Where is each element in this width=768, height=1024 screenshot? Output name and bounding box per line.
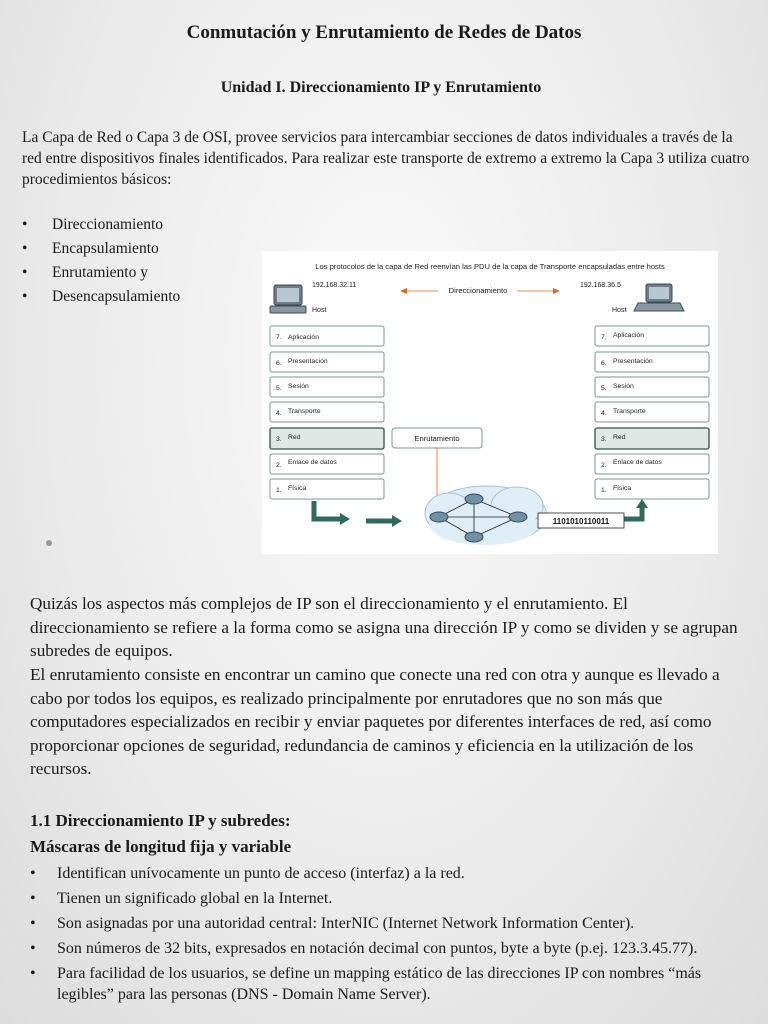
ip-properties-list [30,863,750,1009]
list-item [22,264,180,288]
layer-label: Aplicación [288,334,319,341]
layer-label: 4. [601,410,607,417]
layer-label: 3. [276,436,282,443]
layer-label: Enlace de datos [288,459,337,466]
layer-label: 3. [601,436,607,443]
layer-label: Presentación [288,358,328,365]
layer-label: Red [613,434,626,441]
bullet-icon: • [30,865,36,882]
routing-paragraph: El enrutamiento consiste en encontrar un camino que conecte una red con otra y aunque es llevado a cabo por todos los equipos, es realizado principalmente por enrutadores que no son más que computadores especializados en recibir y enviar paquetes por diferentes interfaces de red, así como proporcionar opciones de seguridad, redundancia de caminos y eficiencia en la utilización de los recursos. [30,665,720,778]
layer-label: 1. [276,487,282,494]
layer-label: Transporte [288,408,321,415]
list-item [30,963,750,1005]
layer-label: 5. [276,385,282,392]
layer-label: 7. [276,334,282,341]
layer-label: Transporte [613,408,646,415]
bullet-icon: • [30,940,36,957]
procedure-label: Enrutamiento y [52,264,148,281]
layer-label: Enlace de datos [613,459,662,466]
layer-label: 2. [276,462,282,469]
layer-label: Sesión [613,383,634,390]
layer-label: 6. [276,360,282,367]
bullet-icon: • [22,264,28,281]
list-item-text: Para facilidad de los usuarios, se define un mapping estático de las direcciones IP con nombres “más legibles” para las personas (DNS - Domain Name Server). [57,965,702,1003]
left-ip-label: 192.168.32.11 [312,282,357,289]
bits-label: 1101010110011 [552,517,610,526]
section-heading: 1.1 Direccionamiento IP y subredes: [30,811,291,830]
list-item [22,240,180,264]
layer-label: 2. [601,462,607,469]
left-osi-stack [270,326,384,499]
unit-subtitle: Unidad I. Direccionamiento IP y Enrutamiento [220,79,542,96]
page-title: Conmutación y Enrutamiento de Redes de Datos [186,22,582,43]
layer-label: Red [288,434,301,441]
layer-label: Presentación [613,358,653,365]
bullet-icon: • [30,890,36,907]
layer-label: 4. [276,410,282,417]
list-item [30,888,750,909]
right-host-label: Host [612,307,627,314]
layer-label: Física [288,485,307,492]
list-item [30,938,750,959]
list-item-text: Identifican unívocamente un punto de acceso (interfaz) a la red. [57,865,465,882]
layer-label: 5. [601,385,607,392]
diagram-caption: Los protocolos de la capa de Red reenvían las PDU de la capa de Transporte encapsuladas entre hosts [315,262,665,271]
section-subheading: Máscaras de longitud fija y variable [30,837,292,856]
right-host-laptop-icon [634,284,684,311]
list-item [22,216,180,240]
bullet-icon: • [22,216,28,233]
network-cloud-icon [425,486,547,545]
right-ip-label: 192.168.36.5 [580,282,621,289]
layer-label: 1. [601,487,607,494]
addressing-label: Direccionamiento [448,286,508,295]
osi-diagram [262,251,718,554]
bullet-icon: • [30,965,36,982]
bullet-icon: • [30,915,36,932]
layer-label: Sesión [288,383,309,390]
list-item [22,288,180,312]
layer-label: Física [613,485,632,492]
list-item-text: Son números de 32 bits, expresados en notación decimal con puntos, byte a byte (p.ej. 123.3.45.77). [57,940,698,957]
routing-label: Enrutamiento [414,434,460,443]
left-host-label: Host [312,307,327,314]
addressing-paragraph: Quizás los aspectos más complejos de IP son el direccionamiento y el enrutamiento. El direccionamiento se refiere a la forma como se asigna una dirección IP y como se dividen y se agrupan subredes de equipos. [30,594,738,660]
right-osi-stack [595,326,709,499]
layer-label: Aplicación [613,332,644,339]
layer-label: 6. [601,360,607,367]
intro-paragraph: La Capa de Red o Capa 3 de OSI, provee servicios para intercambiar secciones de datos individuales a través de la red entre dispositivos finales identificados. Para realizar este transporte de extremo a extremo la Capa 3 utiliza cuatro procedimientos básicos: [22,129,750,188]
list-item-text: Son asignadas por una autoridad central: InterNIC (Internet Network Information Center). [57,915,635,932]
procedure-label: Direccionamiento [52,216,164,233]
list-item-text: Tienen un significado global en la Internet. [57,890,333,907]
left-host-computer-icon [270,285,306,313]
list-item [30,913,750,934]
empty-bullet-icon [46,540,52,546]
layer-label: 7. [601,334,607,341]
procedure-label: Desencapsulamiento [52,288,181,305]
bullet-icon: • [22,240,28,257]
list-item [30,863,750,884]
procedure-label: Encapsulamiento [52,240,159,257]
procedures-list [22,216,180,312]
bullet-icon: • [22,288,28,305]
